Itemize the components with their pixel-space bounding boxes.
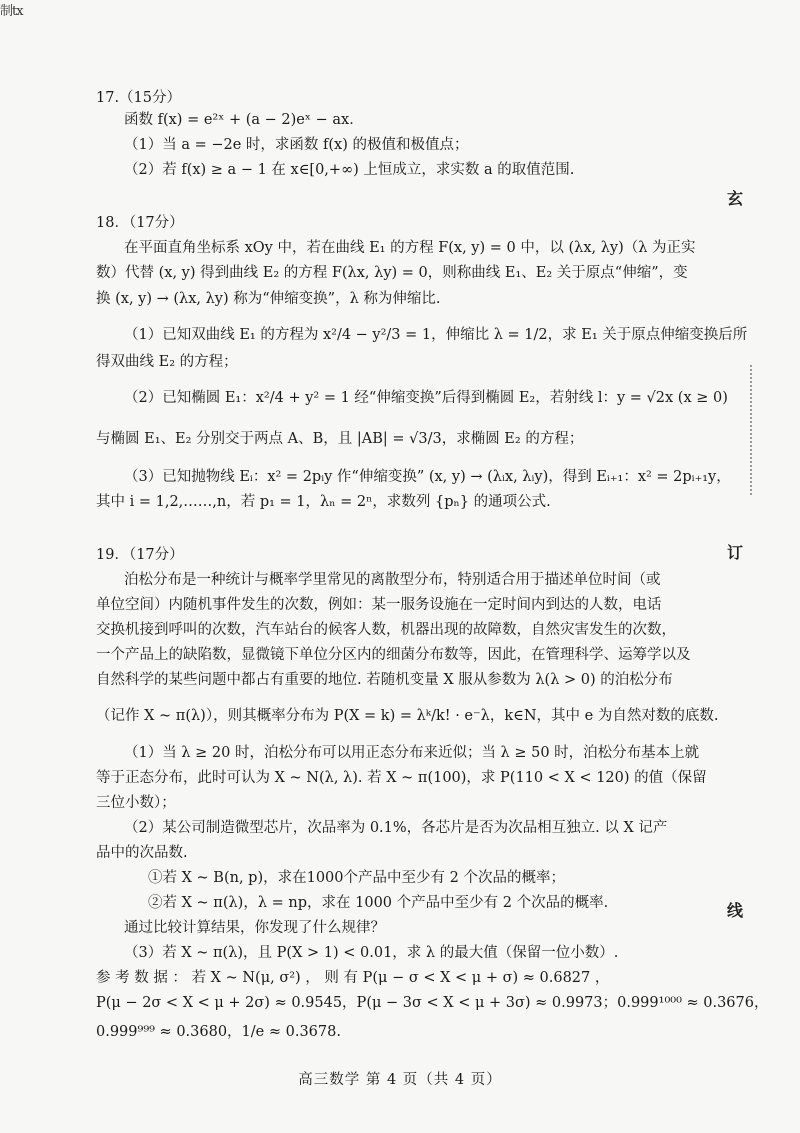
q19-part2-sub2: ②若 X ~ π(λ)，λ = np，求在 1000 个产品中至少有 2 个次品的概率. [148, 895, 609, 911]
q19-stem-line2: 单位空间）内随机事件发生的次数，例如：某一服务设施在一定时间内到达的人数，电话 [96, 597, 662, 613]
q17-heading: 17.（15分） [96, 90, 182, 106]
margin-mark-1: 玄 [727, 189, 744, 208]
q18-part2-line2: 与椭圆 E₁、E₂ 分别交于两点 A、B，且 |AB| = √3/3，求椭圆 E₂ 的方程； [96, 431, 584, 447]
margin-dotted-line [750, 365, 752, 495]
q19-heading: 19．（17分） [96, 547, 184, 563]
q19-stem-line3: 交换机接到呼叫的次数，汽车站台的候客人数，机器出现的故障数，自然灾害发生的次数， [96, 622, 676, 638]
corner-mark: 制tx [0, 4, 23, 19]
q19-part2-line2: 品中的次品数. [96, 845, 188, 861]
q19-reference-line2: P(μ − 2σ < X < μ + 2σ) ≈ 0.9545，P(μ − 3σ < X < μ + 3σ) ≈ 0.9973；0.999¹⁰⁰⁰ ≈ 0.3676， [96, 995, 769, 1011]
q18-stem-line3: 换 (x, y) → (λx, λy) 称为“伸缩变换”，λ 称为伸缩比. [96, 291, 441, 307]
margin-mark-2: 订 [727, 543, 744, 562]
q19-reference-line1: 参 考 数 据 ： 若 X ~ N(μ, σ²) ， 则 有 P(μ − σ < X < μ + σ) ≈ 0.6827 ， [96, 970, 610, 986]
q17-stem: 函数 f(x) = e²ˣ + (a − 2)eˣ − ax． [124, 112, 364, 128]
q19-stem-line6: （记作 X ~ π(λ)），则其概率分布为 P(X = k) = λᵏ/k! · e⁻λ，k∈N，其中 e 为自然对数的底数. [96, 708, 719, 724]
q18-heading: 18．（17分） [96, 215, 184, 231]
q19-reference-line3: 0.999⁹⁹⁹ ≈ 0.3680，1/e ≈ 0.3678. [96, 1024, 341, 1040]
page-footer: 高三数学 第 4 页（共 4 页） [298, 1072, 502, 1088]
q19-part2-sub1: ①若 X ~ B(n, p)，求在1000个产品中至少有 2 个次品的概率； [148, 870, 565, 886]
q17-part2: （2）若 f(x) ≥ a − 1 在 x∈[0,+∞) 上恒成立，求实数 a 的取值范围. [124, 162, 575, 178]
q18-stem-line2: 数）代替 (x, y) 得到曲线 E₂ 的方程 F(λx, λy) = 0，则称曲线 E₁、E₂ 关于原点“伸缩”，变 [96, 265, 688, 281]
q18-part3-line2: 其中 i = 1,2,……,n，若 p₁ = 1，λₙ = 2ⁿ，求数列 {pₙ} 的通项公式. [96, 494, 551, 510]
q19-stem-line1: 泊松分布是一种统计与概率学里常见的离散型分布，特别适合用于描述单位时间（或 [124, 572, 661, 588]
q19-part1-line3: 三位小数）； [96, 795, 176, 811]
q19-part3: （3）若 X ~ π(λ)，且 P(X > 1) < 0.01，求 λ 的最大值（保留一位小数）. [124, 945, 619, 961]
q19-stem-line5: 自然科学的某些问题中都占有重要的地位. 若随机变量 X 服从参数为 λ(λ > 0) 的泊松分布 [96, 672, 673, 688]
q18-part1-line1: （1）已知双曲线 E₁ 的方程为 x²/4 − y²/3 = 1，伸缩比 λ = 1/2，求 E₁ 关于原点伸缩变换后所 [124, 327, 748, 343]
q19-part1-line1: （1）当 λ ≥ 20 时，泊松分布可以用正态分布来近似；当 λ ≥ 50 时，泊松分布基本上就 [124, 745, 700, 761]
q19-part2-line1: （2）某公司制造微型芯片，次品率为 0.1%，各芯片是否为次品相互独立. 以 X 记产 [124, 820, 668, 836]
q18-part3-line1: （3）已知抛物线 Eᵢ：x² = 2pᵢy 作“伸缩变换” (x, y) → (λᵢx, λᵢy)，得到 Eᵢ₊₁：x² = 2pᵢ₊₁y， [124, 469, 731, 485]
q19-part2-question: 通过比较计算结果，你发现了什么规律？ [124, 920, 385, 936]
margin-mark-3: 线 [727, 901, 744, 920]
q17-part1: （1）当 a = −2e 时，求函数 f(x) 的极值和极值点； [124, 137, 469, 153]
q18-stem-line1: 在平面直角坐标系 xOy 中，若在曲线 E₁ 的方程 F(x, y) = 0 中，以 (λx, λy)（λ 为正实 [124, 240, 696, 256]
q18-part1-line2: 得双曲线 E₂ 的方程； [96, 354, 238, 370]
q18-part2-line1: （2）已知椭圆 E₁：x²/4 + y² = 1 经“伸缩变换”后得到椭圆 E₂，若射线 l：y = √2x (x ≥ 0) [124, 390, 728, 406]
q19-part1-line2: 等于正态分布，此时可认为 X ~ N(λ, λ). 若 X ~ π(100)，求 P(110 < X < 120) 的值（保留 [96, 770, 707, 786]
q19-stem-line4: 一个产品上的缺陷数，显微镜下单位分区内的细菌分布数等，因此，在管理科学、运筹学以及 [96, 647, 691, 663]
